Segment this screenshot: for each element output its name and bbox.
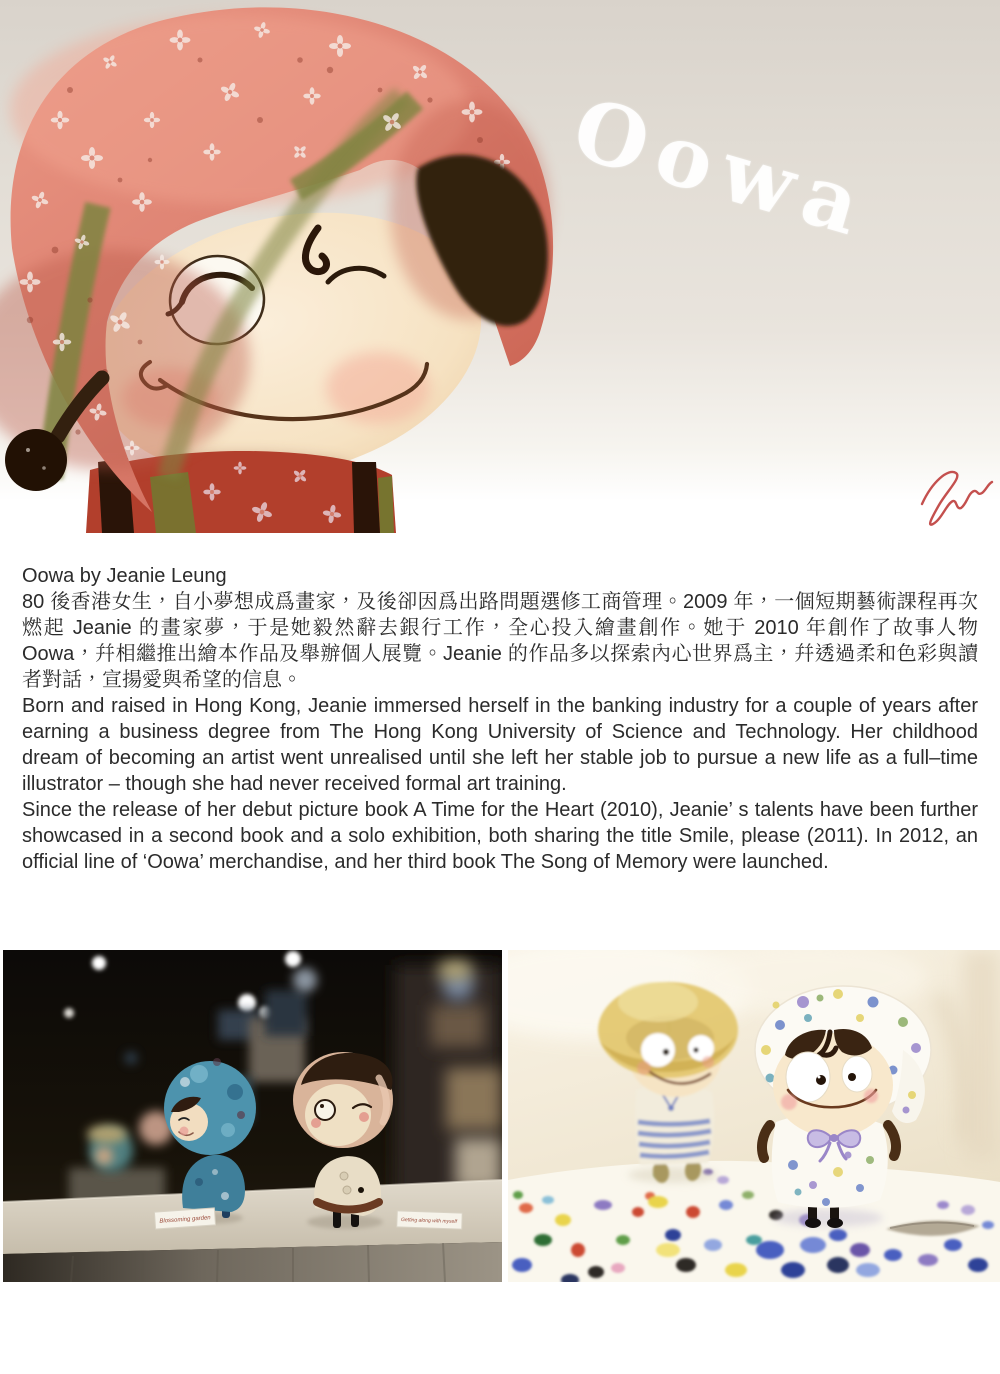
- artist-signature: [916, 460, 996, 526]
- caption-label-right: Getting along with myself: [400, 1217, 457, 1225]
- signature-scribble-icon: [916, 460, 996, 526]
- bio-paragraph-english-2: Since the release of her debut picture book A Time for the Heart (2010), Jeanie’ s talents have been further showcased in a second book and a solo exhibition, both sharing the title Smile, please (2011). In 2012, an official line of ‘Oowa’ merchandise, and her third book The Song of Memory were launched.: [22, 799, 978, 873]
- figurines-palette-photo: [508, 950, 1000, 1282]
- photo-gallery: [0, 950, 1000, 1282]
- bio-paragraph-english-1: Born and raised in Hong Kong, Jeanie immersed herself in the banking industry for a couple of years after earning a business degree from The Hong Kong University of Science and Technology. Her childhood dream of becoming an artist went unrealised until she left her stable job to pursue a new life as a full–time illustrator – though she had never received formal art training.: [22, 695, 978, 795]
- page-title: Oowa by Jeanie Leung: [22, 565, 227, 587]
- bio-paragraph-chinese: 80 後香港女生，自小夢想成爲畫家，及後卻因爲出路問題選修工商管理。2009 年，一個短期藝術課程再次燃起 Jeanie 的畫家夢，于是她毅然辭去銀行工作，全心投入繪畫創作。她于 2010 年創作了故事人物 Oowa，幷相繼推出繪本作品及舉辦個人展覽。Jeanie 的作品多以探索內心世界爲主，幷透過柔和色彩與讀者對話，宣揚愛與希望的信息。: [22, 591, 978, 691]
- caption-label-left: Blossoming garden: [159, 1215, 211, 1225]
- artist-bio: [22, 563, 978, 875]
- exhibition-photo: [3, 950, 502, 1282]
- caption-card-left: [154, 1208, 215, 1229]
- caption-card-right: [397, 1211, 463, 1229]
- hero-photo: [0, 0, 1000, 533]
- oowa-figurine-illustration: [0, 0, 1000, 533]
- oowa-overlay-text: Oowa: [562, 78, 883, 258]
